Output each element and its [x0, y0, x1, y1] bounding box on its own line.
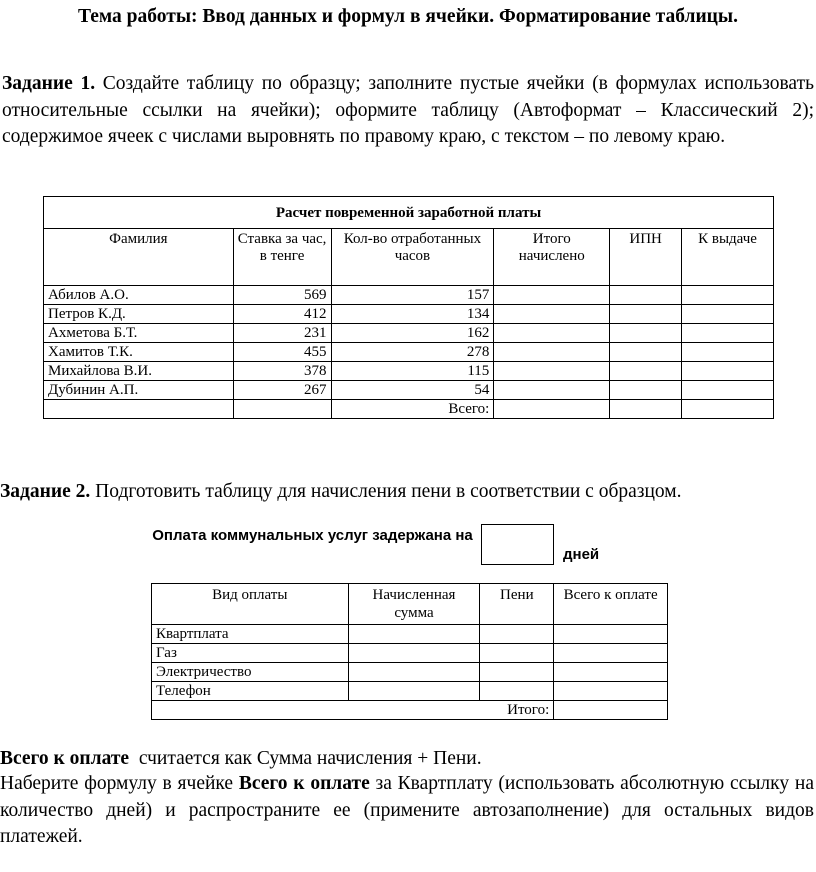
- cell-accrued: [494, 362, 610, 381]
- col-header-surname: Фамилия: [44, 229, 234, 286]
- total-label: Итого:: [152, 701, 554, 720]
- cell-ipn: [610, 286, 682, 305]
- task2-label: Задание 2.: [0, 481, 91, 502]
- cell-hours: 162: [331, 324, 494, 343]
- total-row: [152, 701, 668, 720]
- cell-payout-total: [682, 400, 774, 419]
- cell-penalty: [480, 682, 554, 701]
- cell-total: [554, 644, 668, 663]
- cell-penalty: [480, 663, 554, 682]
- cell-rate: 455: [233, 343, 331, 362]
- table-row: [152, 682, 668, 701]
- table-row: [44, 305, 774, 324]
- cell-name: Михайлова В.И.: [44, 362, 234, 381]
- cell-payment-type: Газ: [152, 644, 349, 663]
- cell-hours: 278: [331, 343, 494, 362]
- total-label: Всего:: [331, 400, 494, 419]
- cell-ipn: [610, 305, 682, 324]
- total-row: [44, 400, 774, 419]
- cell-ipn: [610, 324, 682, 343]
- cell-empty: [233, 400, 331, 419]
- task2-text: Подготовить таблицу для начисления пени в соответствии с образцом.: [90, 481, 682, 502]
- col-header-payout: К выдаче: [682, 229, 774, 286]
- cell-rate: 231: [233, 324, 331, 343]
- col-header-accrued: Итого начислено: [494, 229, 610, 286]
- cell-rate: 267: [233, 381, 331, 400]
- instruction-paragraph: [0, 771, 814, 851]
- col-header-total-due: Всего к оплате: [554, 584, 668, 625]
- table-row: [152, 663, 668, 682]
- cell-total: [554, 625, 668, 644]
- cell-rate: 569: [233, 286, 331, 305]
- days-unit-label: дней: [563, 546, 600, 563]
- cell-hours: 157: [331, 286, 494, 305]
- table-row: [44, 381, 774, 400]
- col-header-accrued-sum: Начисленная сумма: [348, 584, 480, 625]
- cell-payout: [682, 381, 774, 400]
- cell-empty: [44, 400, 234, 419]
- utilities-table-header: [152, 584, 668, 625]
- cell-accrued: [494, 343, 610, 362]
- salary-table-caption: Расчет повременной заработной платы: [44, 197, 774, 229]
- table-row: [152, 644, 668, 663]
- cell-accrued: [494, 286, 610, 305]
- cell-name: Хамитов Т.К.: [44, 343, 234, 362]
- cell-ipn: [610, 343, 682, 362]
- cell-hours: 134: [331, 305, 494, 324]
- cell-name: Дубинин А.П.: [44, 381, 234, 400]
- cell-payment-type: Телефон: [152, 682, 349, 701]
- note-label: Всего к оплате: [0, 748, 130, 769]
- col-header-payment-type: Вид оплаты: [152, 584, 349, 625]
- cell-payment-type: Квартплата: [152, 625, 349, 644]
- note-text: считается как Сумма начисления + Пени.: [129, 748, 482, 769]
- page-title: Тема работы: Ввод данных и формул в ячейки. Форматирование таблицы.: [77, 6, 739, 27]
- instruction-text-before: Наберите формулу в ячейке: [0, 773, 239, 794]
- cell-accrued: [494, 381, 610, 400]
- cell-payout: [682, 305, 774, 324]
- cell-ipn: [610, 362, 682, 381]
- cell-rate: 378: [233, 362, 331, 381]
- task1-text: Создайте таблицу по образцу; заполните пустые ячейки (в формулах использовать относительные ссылки на ячейки); оформите таблицу (Автоформат – Классический 2); содержимое ячеек с числами выровнять по правому краю, с текстом – по левому краю.: [2, 73, 814, 147]
- task1-label: Задание 1.: [2, 73, 96, 94]
- cell-sum: [348, 682, 480, 701]
- cell-name: Петров К.Д.: [44, 305, 234, 324]
- utilities-table-caption: Оплата коммунальных услуг задержана на: [152, 527, 473, 544]
- cell-total: [554, 682, 668, 701]
- cell-grand-total: [554, 701, 668, 720]
- days-input-cell: [481, 524, 554, 565]
- cell-ipn: [610, 381, 682, 400]
- table-row: [44, 286, 774, 305]
- cell-sum: [348, 644, 480, 663]
- table-row: [44, 343, 774, 362]
- instruction-bold: Всего к оплате: [238, 773, 370, 794]
- cell-name: Абилов А.О.: [44, 286, 234, 305]
- cell-payout: [682, 362, 774, 381]
- col-header-ipn: ИПН: [610, 229, 682, 286]
- cell-rate: 412: [233, 305, 331, 324]
- cell-hours: 115: [331, 362, 494, 381]
- cell-payout: [682, 343, 774, 362]
- utilities-table: [151, 583, 668, 720]
- salary-table-header: [44, 229, 774, 286]
- cell-sum: [348, 625, 480, 644]
- cell-total: [554, 663, 668, 682]
- table-row: [152, 625, 668, 644]
- cell-payout: [682, 324, 774, 343]
- salary-table: [43, 196, 774, 419]
- instruction-text-after: за Квартплату (использовать абсолютную ссылку на количество дней) и распространите ее (примените автозаполнение) для остальных видов платежей.: [0, 773, 814, 847]
- table-row: [44, 324, 774, 343]
- cell-penalty: [480, 644, 554, 663]
- note-paragraph: [0, 746, 814, 773]
- col-header-hours: Кол-во отработанных часов: [331, 229, 494, 286]
- cell-accrued: [494, 305, 610, 324]
- task1-paragraph: [2, 71, 814, 151]
- cell-ipn-total: [610, 400, 682, 419]
- cell-accrued: [494, 324, 610, 343]
- cell-name: Ахметова Б.Т.: [44, 324, 234, 343]
- table-row: [44, 362, 774, 381]
- cell-payout: [682, 286, 774, 305]
- col-header-rate: Ставка за час, в тенге: [233, 229, 331, 286]
- cell-sum: [348, 663, 480, 682]
- cell-payment-type: Электричество: [152, 663, 349, 682]
- cell-accrued-total: [494, 400, 610, 419]
- task2-paragraph: [0, 479, 814, 506]
- col-header-penalty: Пени: [480, 584, 554, 625]
- cell-penalty: [480, 625, 554, 644]
- cell-hours: 54: [331, 381, 494, 400]
